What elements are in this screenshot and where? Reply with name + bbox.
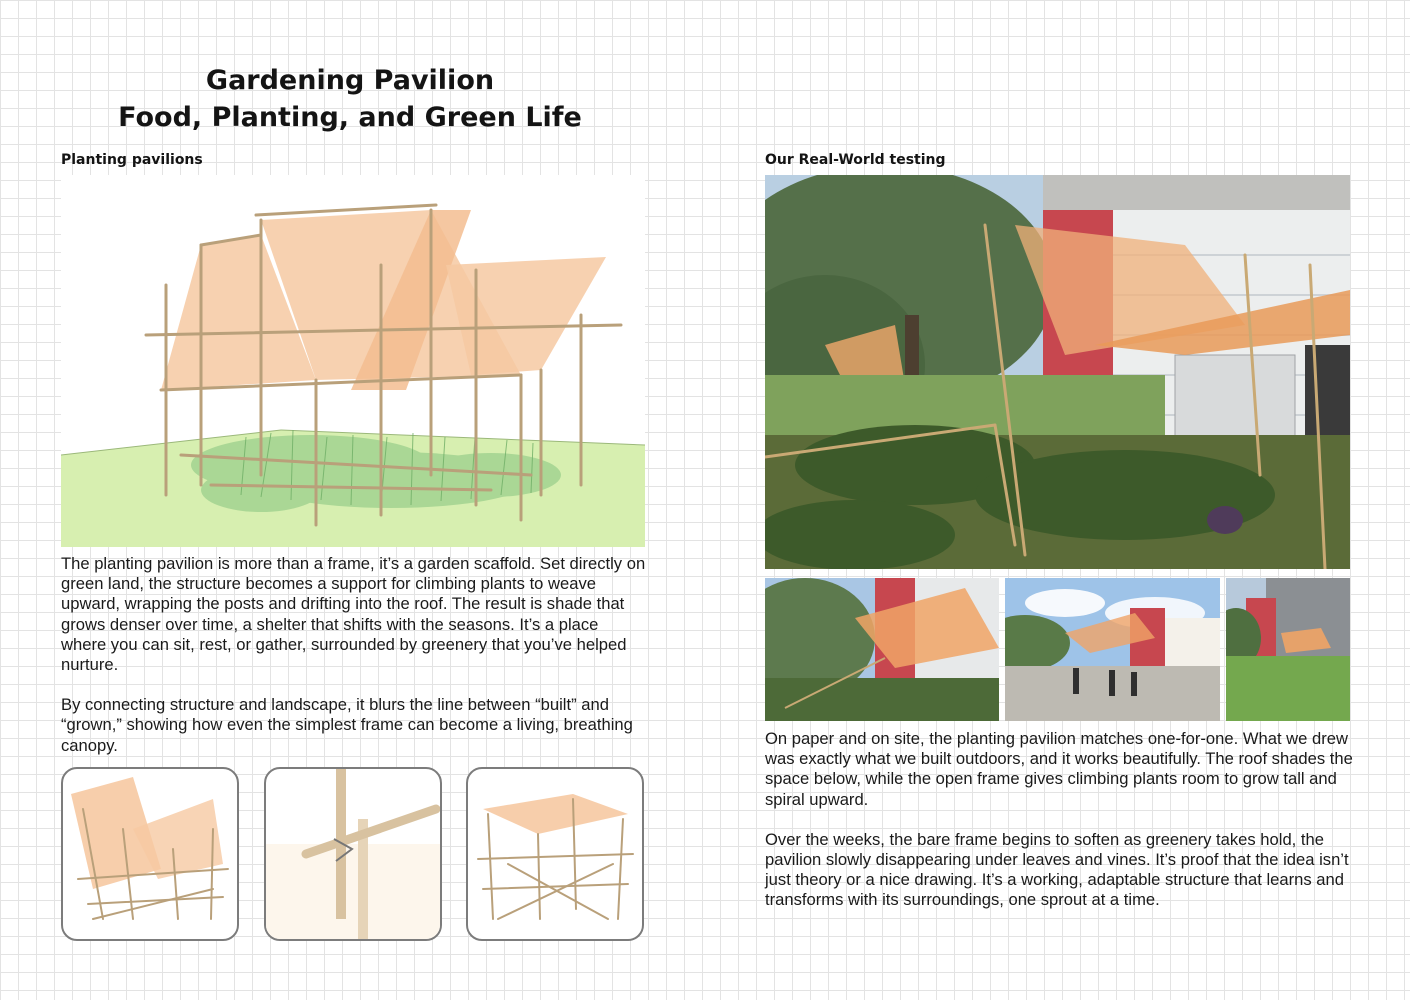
site-photo-building bbox=[765, 578, 999, 721]
left-heading: Planting pavilions bbox=[61, 152, 203, 168]
right-paragraph-2: Over the weeks, the bare frame begins to soften as greenery takes hold, the pavilion slowly disappearing under leaves and vines. It’s proof that the idea isn’t just theory or a nice drawing. It’s a working, adaptable structure that learns and transforms with its surroundings, one sprout at a time. bbox=[765, 829, 1349, 910]
site-photo-lawn bbox=[1226, 578, 1350, 721]
flat-roof-frame-detail bbox=[466, 767, 644, 941]
title-line-1: Gardening Pavilion bbox=[205, 65, 495, 96]
bamboo-joint-detail bbox=[264, 767, 442, 941]
right-body bbox=[765, 729, 1355, 931]
pavilion-rendering bbox=[61, 175, 645, 547]
roof-frame-detail bbox=[61, 767, 239, 941]
site-photo-courtyard bbox=[1005, 578, 1220, 721]
site-photo-main bbox=[765, 175, 1350, 569]
left-paragraph-1: The planting pavilion is more than a frame, it’s a garden scaffold. Set directly on green land, the structure becomes a support for climbing plants to weave upward, wrapping the posts and drifting into the roof. The result is shade that grows denser over time, a shelter that shifts with the seasons. It’s a place where you can sit, rest, or gather, surrounded by greenery that you’ve helped nurture. bbox=[61, 554, 646, 675]
title-line-2: Food, Planting, and Green Life bbox=[118, 102, 582, 133]
page-title bbox=[60, 62, 640, 136]
left-paragraph-2: By connecting structure and landscape, it blurs the line between “built” and “grown,” showing how even the simplest frame can become a living, breathing canopy. bbox=[61, 695, 633, 755]
right-paragraph-1: On paper and on site, the planting pavilion matches one-for-one. What we drew was exactly what we built outdoors, and it works beautifully. The roof shades the space below, while the open frame gives climbing plants room to grow tall and spiral upward. bbox=[765, 729, 1353, 809]
left-body bbox=[61, 554, 647, 776]
right-heading: Our Real-World testing bbox=[765, 152, 946, 168]
